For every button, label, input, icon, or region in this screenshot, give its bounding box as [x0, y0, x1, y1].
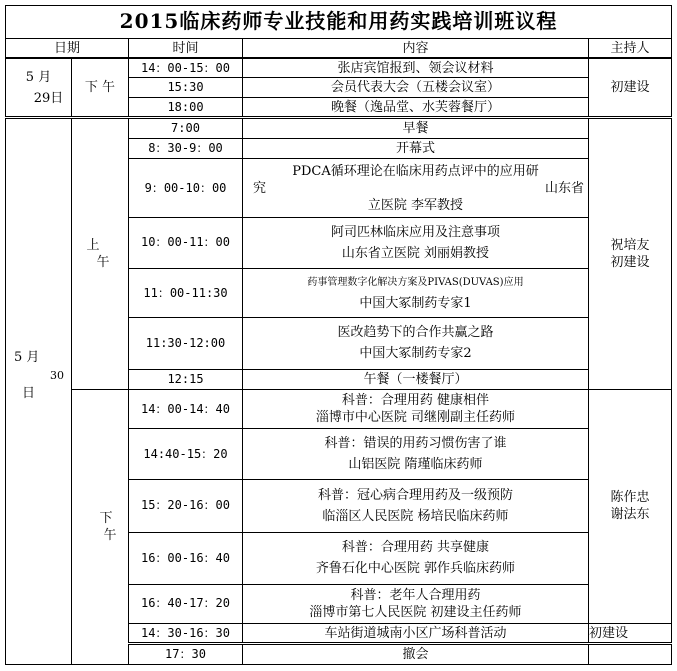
morning-row5-line1: 药事管理数字化解决方案及PIVAS(DUVAS)应用 [307, 277, 524, 289]
outreach-time: 14：30-16：30 [129, 623, 243, 644]
day2-morning-period-2: 午 [96, 255, 110, 271]
morning-row3-line2a: 究 [253, 180, 267, 196]
closing-time: 17：30 [129, 644, 243, 665]
header-content: 内容 [243, 38, 589, 58]
morning-row7-content: 午餐（一楼餐厅） [243, 369, 589, 390]
afternoon-row5-line2: 淄博市第七人民医院 初建设主任药师 [309, 604, 522, 620]
day2-afternoon-period-1: 下 [99, 511, 113, 527]
day2-afternoon-period [72, 390, 129, 665]
morning-row4-content [243, 217, 589, 268]
afternoon-row4-line1: 科普：合理用药 共享健康 [341, 540, 490, 556]
header-time: 时间 [129, 38, 243, 58]
morning-row6-line1: 医改趋势下的合作共赢之路 [337, 325, 494, 341]
agenda-table [5, 5, 672, 665]
day2-afternoon-period-2: 午 [103, 528, 117, 544]
day2-morning-period-1: 上 [86, 238, 100, 254]
afternoon-row2-content [243, 428, 589, 479]
day1-row1-time: 14：00-15：00 [129, 58, 243, 77]
morning-row5-content [243, 269, 589, 318]
afternoon-row4-content [243, 532, 589, 584]
morning-row1-content: 早餐 [243, 118, 589, 139]
day1-row2-time: 15:30 [129, 78, 243, 97]
day2-date [6, 118, 72, 665]
morning-row3-content [243, 159, 589, 217]
outreach-host: 初建设 [589, 623, 672, 644]
morning-row5-line2: 中国大冢制药专家1 [359, 296, 472, 312]
closing-host [589, 644, 672, 665]
outreach-content: 车站街道城南小区广场科普活动 [243, 623, 589, 644]
morning-row5-time: 11：00-11:30 [129, 269, 243, 318]
closing-content: 撤会 [243, 644, 589, 665]
header-date: 日期 [6, 38, 129, 58]
morning-row4-time: 10：00-11：00 [129, 217, 243, 268]
morning-row4-line2: 山东省立医院 刘丽娟教授 [341, 245, 490, 261]
afternoon-row2-time: 14:40-15：20 [129, 428, 243, 479]
afternoon-row3-line1: 科普：冠心病合理用药及一级预防 [317, 487, 513, 503]
afternoon-row1-content [243, 390, 589, 429]
afternoon-row1-line2: 淄博市中心医院 司继刚副主任药师 [315, 410, 516, 425]
morning-row3-line2b: 山东省 [544, 180, 584, 196]
afternoon-row4-line2: 齐鲁石化中心医院 郭作兵临床药师 [315, 561, 516, 577]
header-host: 主持人 [589, 38, 672, 58]
afternoon-row1-line1: 科普：合理用药 健康相伴 [341, 393, 490, 408]
morning-row6-time: 11:30-12:00 [129, 318, 243, 369]
day2-date-day: 日 [22, 386, 36, 402]
afternoon-row5-line1: 科普：老年人合理用药 [350, 587, 481, 603]
morning-row6-content [243, 318, 589, 369]
morning-row1-time: 7:00 [129, 118, 243, 139]
morning-row3-line1: PDCA循环理论在临床用药点评中的应用研 [292, 163, 539, 179]
afternoon-row2-line1: 科普：错误的用药习惯伤害了谁 [324, 436, 507, 452]
afternoon-host-2: 谢法东 [610, 507, 650, 523]
morning-row2-time: 8：30-9：00 [129, 138, 243, 159]
day2-morning-period [72, 118, 129, 390]
afternoon-row3-content [243, 480, 589, 532]
morning-row7-time: 12:15 [129, 369, 243, 390]
morning-host-1: 祝培友 [610, 238, 650, 254]
afternoon-host-1: 陈作忠 [610, 490, 650, 506]
morning-row4-line1: 阿司匹林临床应用及注意事项 [330, 224, 500, 240]
day2-date-num: 30 [50, 369, 64, 383]
day1-row2-content: 会员代表大会（五楼会议室） [243, 78, 589, 97]
morning-row3-line3: 立医院 李军教授 [367, 197, 464, 213]
day1-row1-content: 张店宾馆报到、领会议材料 [243, 58, 589, 77]
morning-row6-line2: 中国大冢制药专家2 [359, 346, 472, 362]
day1-row3-time: 18:00 [129, 97, 243, 118]
afternoon-row3-line2: 临淄区人民医院 杨培民临床药师 [322, 508, 509, 524]
morning-host-2: 初建设 [610, 255, 650, 271]
day1-date [6, 58, 72, 117]
afternoon-row3-time: 15：20-16：00 [129, 480, 243, 532]
morning-row3-line2 [243, 180, 588, 197]
day2-afternoon-host [589, 390, 672, 624]
day1-row3-content: 晚餐（逸品堂、水芙蓉餐厅） [243, 97, 589, 118]
afternoon-row2-line2: 山铝医院 隋瑾临床药师 [348, 457, 483, 473]
day2-morning-host [589, 118, 672, 390]
morning-row3-time: 9：00-10：00 [129, 159, 243, 217]
page-title: 2015临床药师专业技能和用药实践培训班议程 [6, 6, 672, 39]
afternoon-row5-time: 16：40-17：20 [129, 584, 243, 623]
afternoon-row5-content [243, 584, 589, 623]
day1-period: 下 午 [72, 58, 129, 117]
morning-row2-content: 开幕式 [243, 138, 589, 159]
day1-date-day: 29日 [33, 90, 64, 106]
afternoon-row4-time: 16：00-16：40 [129, 532, 243, 584]
afternoon-row1-time: 14：00-14：40 [129, 390, 243, 429]
day2-date-month: 5 月 [14, 350, 40, 366]
day1-host: 初建设 [589, 58, 672, 117]
day1-date-month: 5 月 [25, 69, 52, 85]
